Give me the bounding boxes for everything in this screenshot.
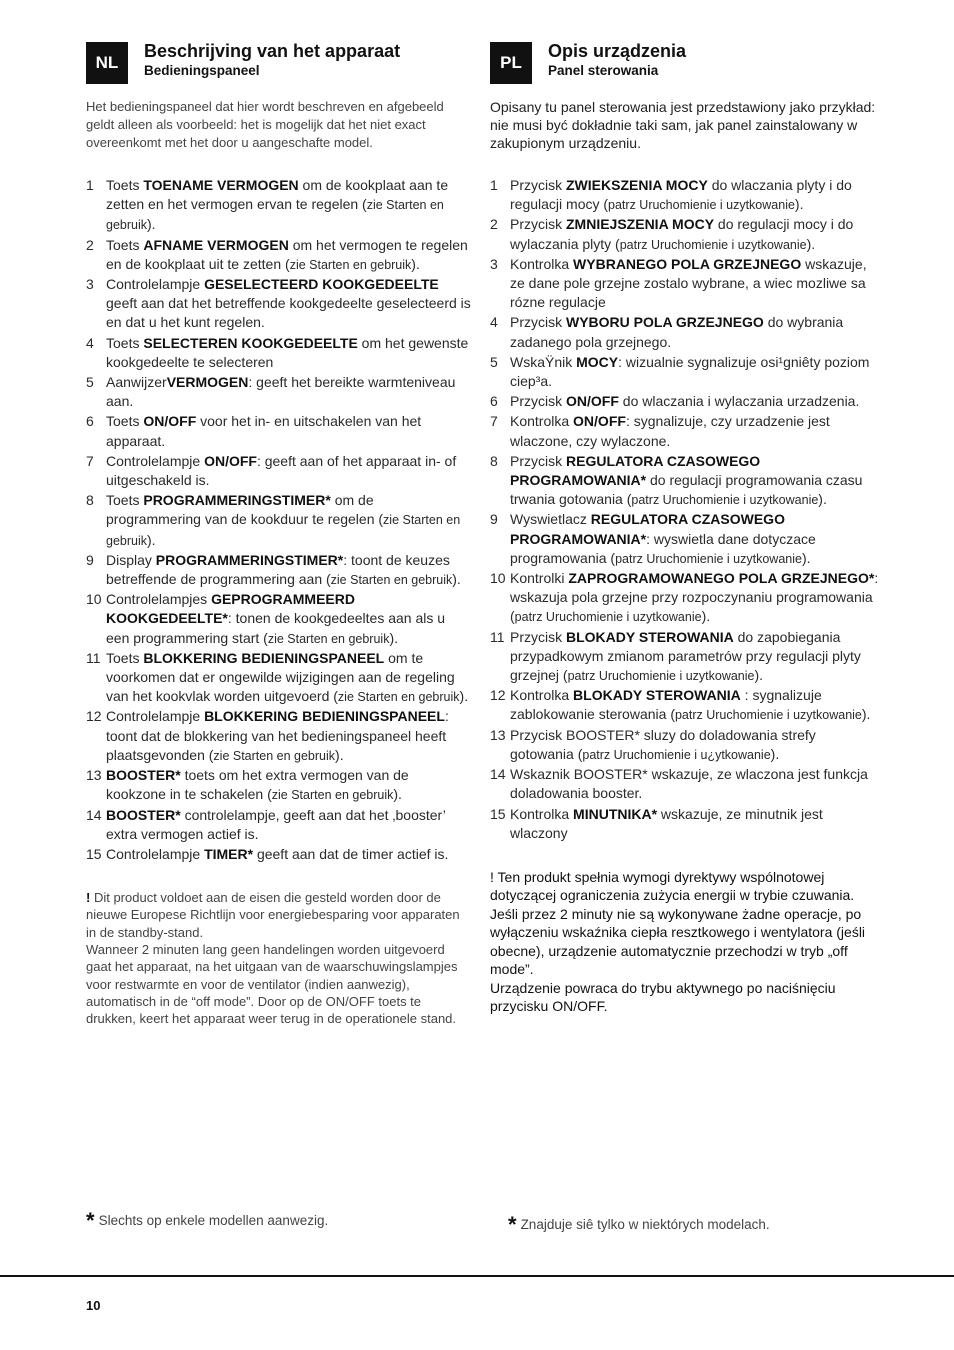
item-keyword: ON/OFF (143, 413, 197, 430)
item-keyword: ZAPROGRAMOWANEGO POLA GRZEJNEGO* (568, 570, 875, 587)
item-text-pre: Przycisk (510, 628, 566, 645)
item-keyword: BLOKKERING BEDIENINGSPANEEL (204, 708, 445, 725)
pl-item-list (490, 176, 880, 844)
list-item (86, 551, 472, 590)
item-number: 13 (490, 726, 506, 743)
item-reference: patrz Uruchomienie i uzytkowanie (631, 493, 819, 508)
item-text-post: wskazuje, ze minutnik jest wlaczony (510, 805, 823, 841)
item-text-post: : toont dat de blokkering van het bedieningspaneel heeft plaatsgevonden ( (106, 708, 449, 763)
list-item (86, 373, 472, 412)
item-text-pre: Przycisk (510, 216, 566, 233)
list-item (490, 353, 880, 392)
nl-subtitle: Bedieningspaneel (144, 63, 260, 78)
item-keyword: TOENAME VERMOGEN (143, 177, 299, 193)
item-number: 7 (86, 452, 94, 469)
list-item (86, 649, 472, 708)
nl-item-list (86, 176, 472, 865)
item-keyword: PROGRAMMERINGSTIMER* (155, 551, 344, 568)
item-text-post: wskazuje, ze dane pole grzejne zostalo wybrane, a wiec mozliwe sa rózne regulacje (510, 255, 867, 311)
item-text-end: ). (459, 688, 469, 705)
item-text-post: : wskazuja pola grzejne przy rozpoczynaniu programowania ( (510, 570, 879, 625)
item-text-pre: Toets (106, 649, 144, 666)
item-keyword: ZMNIEJSZENIA MOCY (566, 216, 715, 233)
list-item (86, 275, 472, 334)
item-text-pre: Controlelampje (106, 276, 205, 293)
nl-intro: Het bedieningspaneel dat hier wordt beschreven en afgebeeld geldt alleen als voorbeeld: het is mogelijk dat het niet exact overeenkomt met het door u aangeschafte model. (86, 99, 444, 150)
item-text-pre: Controlelampje (106, 708, 205, 725)
nl-header (86, 40, 472, 90)
item-reference: patrz Uruchomienie i uzytkowanie (674, 708, 862, 723)
list-item (86, 452, 472, 491)
pl-notice (490, 868, 880, 1016)
item-keyword: WYBRANEGO POLA GRZEJNEGO (573, 255, 802, 272)
item-keyword: REGULATORA CZASOWEGO PROGRAMOWANIA* (510, 452, 761, 489)
item-text-pre: Przycisk BOOSTER* sluzy do doladowania strefy gotowania ( (510, 726, 816, 762)
item-number: 11 (86, 649, 101, 666)
item-text-post: do wlaczania i wylaczania urzadzenia. (618, 393, 860, 410)
item-keyword: MOCY (576, 353, 619, 370)
item-number: 14 (86, 806, 102, 823)
item-text-post: : wizualnie sygnalizuje osi¹gniêty poziom ciep³a. (510, 353, 870, 390)
item-reference: patrz Uruchomienie i uzytkowanie (567, 669, 755, 684)
item-text-end: ). (335, 746, 344, 763)
item-text-end: ). (806, 235, 816, 252)
nl-footnote (86, 1208, 328, 1234)
item-reference: patrz Uruchomienie i uzytkowanie (619, 237, 807, 252)
nl-footnote-star: * (86, 1208, 95, 1233)
item-text-post: do regulacji programowania czasu trwania gotowania ( (510, 472, 863, 508)
item-keyword: BLOKADY STEROWANIA (573, 687, 741, 704)
item-number: 2 (490, 216, 498, 233)
item-keyword: REGULATORA CZASOWEGO PROGRAMOWANIA* (510, 511, 785, 547)
list-item (490, 176, 880, 215)
item-text-pre: Controlelampje (106, 452, 205, 469)
item-keyword: BLOKKERING BEDIENINGSPANEEL (143, 649, 385, 666)
nl-footnote-text: Slechts op enkele modellen aanwezig. (98, 1213, 329, 1228)
list-item (490, 392, 880, 412)
item-keyword: AFNAME VERMOGEN (143, 236, 289, 253)
item-keyword: ON/OFF (573, 413, 626, 430)
list-item (86, 845, 472, 865)
list-item (86, 707, 472, 766)
item-text-pre: Controlelampjes (106, 591, 212, 608)
item-text-pre: Przycisk (510, 177, 566, 193)
item-keyword: PROGRAMMERINGSTIMER* (143, 492, 331, 509)
nl-notice-text-1: Dit product voldoet aan de eisen die gesteld worden door de nieuwe Europese Richtlijn voor energiebesparing voor apparaten in de standby-stand. (86, 890, 460, 940)
item-text-pre: Toets (106, 177, 144, 193)
list-item (490, 412, 880, 451)
item-text-post: do regulacji mocy i do wylaczania plyty ( (510, 216, 854, 252)
item-text-post: om het vermogen te regelen en de kookplaat uit te zetten ( (106, 236, 468, 272)
list-item (86, 236, 472, 275)
item-number: 3 (86, 276, 94, 293)
list-item (86, 412, 472, 451)
item-text-pre: Toets (106, 334, 144, 351)
item-text-end: ). (393, 786, 402, 803)
item-text-post: om de kookplaat aan te zetten en het vermogen ervan te regelen ( (106, 177, 449, 213)
item-number: 5 (86, 374, 94, 391)
pl-intro: Opisany tu panel sterowania jest przedstawiony jako przykład: nie musi być dokładnie taki sam, jak panel zainstalowany w zakupionym urządzeniu. (490, 99, 876, 151)
item-number: 8 (86, 492, 94, 509)
item-keyword: VERMOGEN (166, 374, 249, 391)
item-text-post: om het gewenste kookgedeelte te selecteren (106, 334, 469, 370)
page-number: 10 (86, 1298, 101, 1313)
item-keyword: SELECTEREN KOOKGEDEELTE (143, 334, 358, 351)
item-reference: patrz Uruchomienie i u¿ytkowanie (582, 747, 771, 762)
item-text-pre: Przycisk (510, 393, 566, 410)
item-keyword: MINUTNIKA* (573, 805, 658, 822)
pl-title: Opis urządzenia (548, 41, 687, 61)
item-reference: zie Starten en gebruik (337, 690, 460, 705)
item-text-post: voor het in- en uitschakelen van het apparaat. (106, 413, 422, 449)
pl-notice-text-2: Jeśli przez 2 minuty nie są wykonywane żadne operacje, po wyłączeniu wskaźnika ciepła resztkowego i wentylatora (jeśli obecne), urządzenie automatycznie przechodzi w tryb „off mode”. (490, 905, 866, 978)
item-keyword: BOOSTER* (106, 806, 181, 823)
item-number: 12 (86, 708, 102, 725)
nl-column (86, 40, 472, 1027)
item-text-end: ). (411, 255, 420, 272)
item-text-pre: Display (106, 551, 156, 568)
item-number: 13 (86, 767, 102, 784)
pl-footnote (508, 1212, 770, 1238)
item-text-pre: Toets (106, 492, 144, 509)
item-reference: zie Starten en gebruik (271, 788, 394, 803)
item-text-post: : geeft het bereikte warmteniveau aan. (106, 374, 456, 410)
item-number: 8 (490, 452, 498, 469)
item-keyword: GEPROGRAMMEERD KOOKGEDEELTE* (106, 591, 355, 627)
list-item (490, 313, 880, 352)
item-text-post: do zapobiegania przypadkowym zmianom parametrów przy regulacji plyty grzejnej ( (510, 628, 861, 684)
item-number: 14 (490, 766, 506, 783)
item-text-post: : geeft aan of het apparaat in- of uitgeschakeld is. (106, 452, 457, 489)
nl-title: Beschrijving van het apparaat (144, 41, 401, 61)
item-number: 1 (490, 177, 498, 193)
item-reference: patrz Uruchomienie i uzytkowanie (608, 198, 795, 213)
item-text-post: geeft aan dat het betreffende kookgedeelte geselecteerd is en dat u het kunt regelen. (106, 295, 471, 331)
item-reference: patrz Uruchomienie i uzytkowanie (615, 551, 802, 566)
item-text-post: om de programmering van de kookduur te regelen ( (106, 492, 384, 528)
item-text-end: ). (861, 706, 871, 723)
item-number: 4 (490, 314, 498, 331)
list-item (490, 726, 880, 765)
item-number: 6 (86, 413, 94, 430)
item-number: 6 (490, 393, 498, 410)
list-item (490, 569, 880, 628)
item-text-post: geeft aan dat de timer actief is. (253, 845, 449, 862)
item-keyword: WYBORU POLA GRZEJNEGO (566, 314, 764, 331)
list-item (86, 590, 472, 649)
item-text-post: toets om het extra vermogen van de kookzone in te schakelen ( (106, 767, 409, 803)
item-text-post: om te voorkomen dat er ongewilde wijzigingen aan de regeling van het kookvlak worden uitgevoerd ( (106, 649, 455, 705)
item-text-pre: Kontrolka (510, 255, 574, 272)
list-item (490, 765, 880, 804)
item-text-post: : sygnalizuje, czy urzadzenie jest wlaczone, czy wylaczone. (510, 413, 830, 449)
list-item (86, 766, 472, 805)
item-text-end: ). (147, 531, 156, 548)
pl-footnote-text: Znajduje siê tylko w niektórych modelach. (520, 1217, 770, 1232)
item-text-pre: Wskaznik BOOSTER* wskazuje, ze wlaczona jest funkcja doladowania booster. (510, 766, 868, 802)
item-text-pre: Kontrolka (510, 805, 574, 822)
pl-notice-text-1: ! Ten produkt spełnia wymogi dyrektywy wspólnotowej dotyczącej ograniczenia zużycia energii w trybie czuwania. (490, 868, 855, 904)
item-reference: patrz Uruchomienie i uzytkowanie (514, 610, 702, 625)
item-number: 9 (86, 551, 94, 568)
item-keyword: ON/OFF (204, 452, 257, 469)
item-text-pre: Kontrolki (510, 570, 569, 587)
list-item (490, 215, 880, 254)
item-text-pre: Toets (106, 236, 144, 253)
item-keyword: BLOKADY STEROWANIA (566, 628, 734, 645)
item-text-post: : sygnalizuje zablokowanie sterowania ( (510, 687, 822, 723)
item-text-pre: WskaŸnik (510, 353, 577, 370)
list-item (86, 334, 472, 373)
nl-language-badge: NL (86, 42, 128, 84)
item-text-pre: Przycisk (510, 314, 566, 331)
item-reference: zie Starten en gebruik (289, 257, 412, 272)
item-text-pre: Aanwijzer (106, 374, 167, 391)
item-number: 10 (490, 570, 506, 587)
item-keyword: ZWIEKSZENIA MOCY (566, 177, 708, 193)
pl-header (490, 40, 880, 90)
item-reference: zie Starten en gebruik (213, 748, 336, 763)
pl-language-badge: PL (490, 42, 532, 84)
pl-column (490, 40, 880, 1016)
item-text-pre: Kontrolka (510, 413, 574, 430)
list-item (86, 491, 472, 551)
item-reference: zie Starten en gebruik (330, 573, 453, 588)
list-item (490, 452, 880, 511)
pl-footnote-star: * (508, 1212, 517, 1237)
item-text-pre: Kontrolka (510, 687, 574, 704)
item-text-end: ). (701, 608, 711, 625)
list-item (490, 510, 880, 569)
item-number: 11 (490, 628, 505, 645)
item-text-pre: Wyswietlacz (510, 511, 591, 528)
item-text-pre: Przycisk (510, 452, 566, 469)
item-number: 1 (86, 177, 94, 193)
item-number: 10 (86, 591, 102, 608)
item-number: 12 (490, 687, 506, 704)
item-text-end: ). (818, 491, 827, 508)
list-item (86, 176, 472, 236)
nl-notice (86, 889, 472, 1027)
item-number: 2 (86, 236, 94, 253)
item-text-post: do wlaczania plyty i do regulacji mocy ( (510, 177, 852, 213)
list-item (490, 805, 880, 844)
item-number: 4 (86, 334, 94, 351)
item-text-end: ). (794, 196, 804, 213)
nl-notice-mark: ! (86, 890, 91, 906)
list-item (490, 686, 880, 725)
item-text-end: ). (770, 745, 780, 762)
nl-notice-text-2: Wanneer 2 minuten lang geen handelingen worden uitgevoerd gaat het apparaat, na het uitgaan van de waarschuwingslampjes voor restwarmte en voor de ventilator (indien aanwezig), automatisch in de “off mode”. Door op de ON/OFF toets te drukken, keert het apparaat weer terug in de operationele stand. (86, 942, 458, 1027)
pl-subtitle: Panel sterowania (548, 63, 659, 78)
item-text-post: do wybrania zadanego pola grzejnego. (510, 314, 844, 350)
item-keyword: TIMER* (204, 845, 254, 862)
item-number: 15 (490, 805, 506, 822)
list-item (490, 628, 880, 687)
item-text-end: ). (801, 549, 811, 566)
item-number: 9 (490, 511, 498, 528)
item-text-end: ). (147, 216, 156, 233)
item-keyword: GESELECTEERD KOOKGEDEELTE (204, 276, 439, 293)
pl-notice-text-3: Urządzenie powraca do trybu aktywnego po naciśnięciu przycisku ON/OFF. (490, 979, 836, 1015)
item-text-post: : wyswietla dane dotyczace programowania ( (510, 530, 816, 566)
item-text-end: ). (754, 667, 764, 684)
list-item (490, 255, 880, 314)
item-number: 7 (490, 413, 498, 430)
item-text-end: ). (389, 629, 399, 646)
item-keyword: ON/OFF (566, 393, 619, 410)
item-text-pre: Controlelampje (106, 845, 205, 862)
item-text-pre: Toets (106, 413, 144, 430)
item-text-end: ). (452, 571, 461, 588)
item-number: 5 (490, 353, 498, 370)
item-keyword: BOOSTER* (106, 767, 181, 784)
item-text-post: : tonen de kookgedeeltes aan als u een programmering start ( (106, 610, 446, 646)
item-reference: zie Starten en gebruik (267, 631, 390, 646)
item-text-post: controlelampje, geeft aan dat het ‚booster’ extra vermogen actief is. (106, 806, 446, 842)
item-number: 3 (490, 255, 498, 272)
footer-divider (0, 1275, 954, 1277)
item-text-post: : toont de keuzes betreffende de programmering aan ( (106, 551, 450, 588)
list-item (86, 806, 472, 845)
item-reference: zie Starten en gebruik (106, 198, 444, 233)
item-number: 15 (86, 845, 102, 862)
item-reference: zie Starten en gebruik (106, 513, 461, 548)
